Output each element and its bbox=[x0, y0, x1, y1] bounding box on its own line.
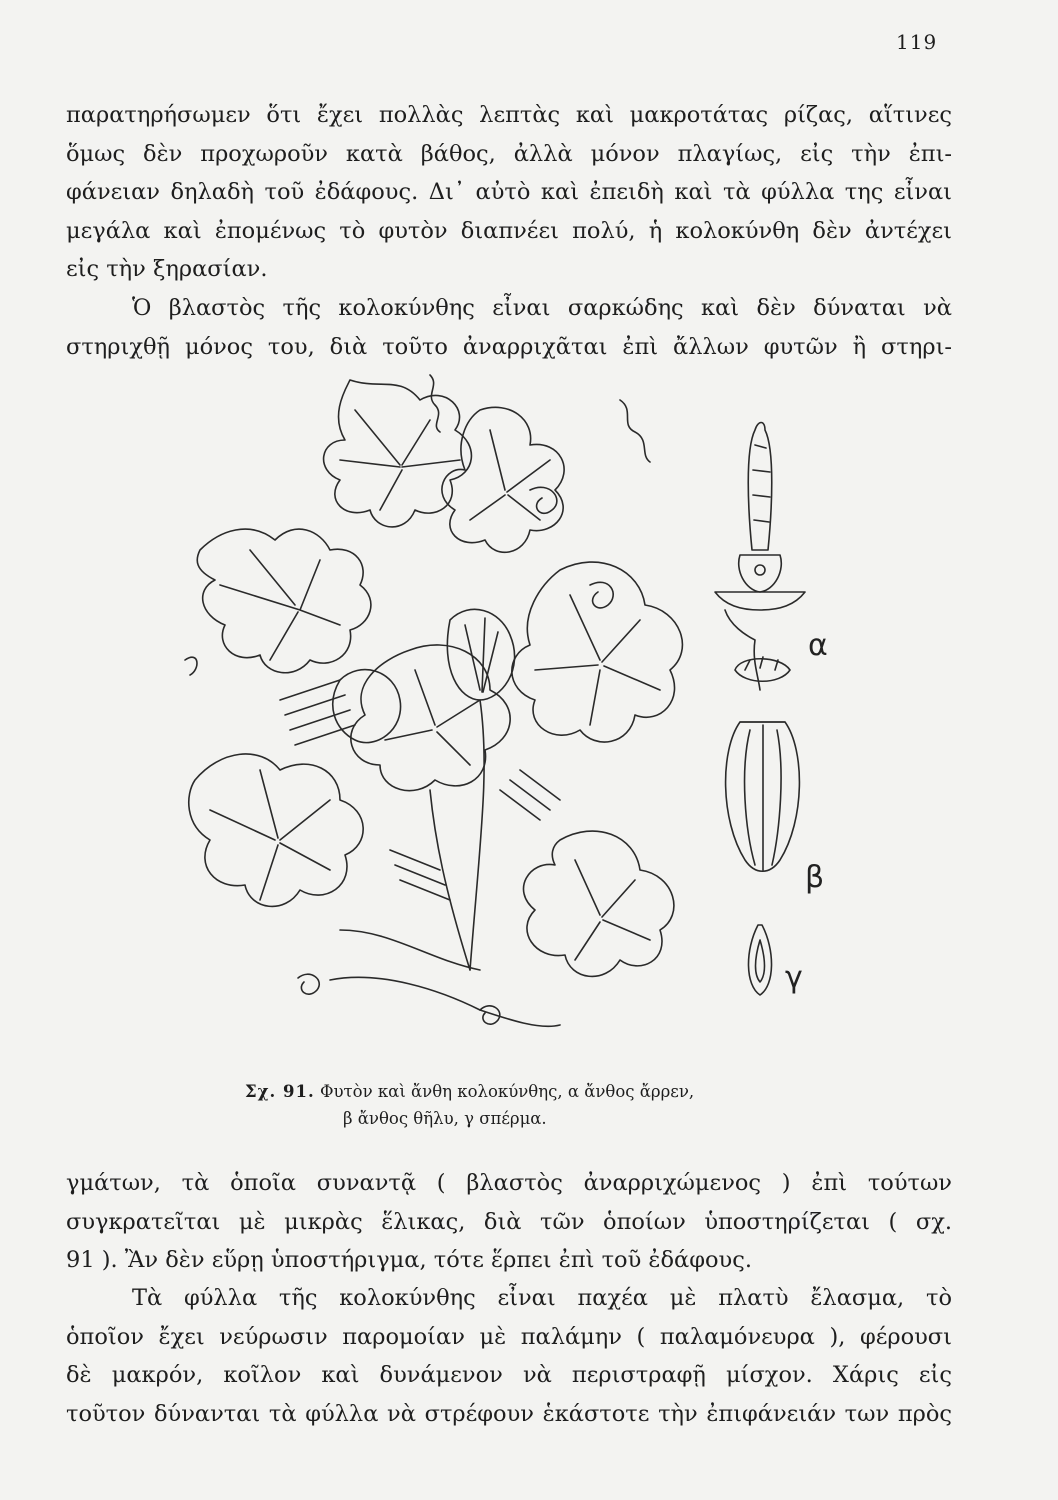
text-line: συγκρατεῖται μὲ μικρὰς ἕλικας, διὰ τῶν ὁποίων ὑποστηρίζεται ( σχ. bbox=[66, 1208, 952, 1235]
pumpkin-plant-illustration bbox=[180, 370, 980, 1070]
text-line: εἰς τὴν ξηρασίαν. bbox=[66, 256, 268, 282]
paragraph-stem bbox=[66, 289, 952, 366]
figure-caption bbox=[245, 1078, 845, 1132]
paragraph-support bbox=[66, 1164, 952, 1280]
text-line: δὲ μακρόν, κοῖλον καὶ δυνάμενον νὰ περιστραφῇ μίσχον. Χάρις εἰς bbox=[66, 1362, 952, 1388]
text-line: Τὰ φύλλα τῆς κολοκύνθης εἶναι παχέα μὲ πλατὺ ἔλασμα, τὸ bbox=[132, 1285, 952, 1311]
figure-pumpkin-plant bbox=[180, 370, 980, 1070]
text-line: φάνειαν δηλαδὴ τοῦ ἐδάφους. Δι᾽ αὐτὸ καὶ ἐπειδὴ καὶ τὰ φύλλα της εἶναι bbox=[66, 179, 952, 205]
paragraph-roots bbox=[66, 96, 952, 289]
text-line: τοῦτον δύνανται τὰ φύλλα νὰ στρέφουν ἑκάστοτε τὴν ἐπιφάνειάν των πρὸς bbox=[66, 1400, 952, 1427]
caption-line-1: Φυτὸν καὶ ἄνθη κολοκύνθης, α ἄνθος ἄρρεν, bbox=[319, 1082, 695, 1101]
label-beta: β bbox=[805, 860, 825, 895]
caption-number: Σχ. 91. bbox=[245, 1082, 315, 1101]
text-line: ὅμως δὲν προχωροῦν κατὰ βάθος, ἀλλὰ μόνον πλαγίως, εἰς τὴν ἐπι- bbox=[66, 140, 952, 167]
text-line: στηριχθῇ μόνος του, διὰ τοῦτο ἀναρριχᾶται ἐπὶ ἄλλων φυτῶν ἢ στηρι- bbox=[66, 333, 952, 360]
page-number: 119 bbox=[896, 30, 938, 54]
text-line: παρατηρήσωμεν ὅτι ἔχει πολλὰς λεπτὰς καὶ μακροτάτας ρίζας, αἵτινες bbox=[66, 102, 952, 128]
text-line: Ὁ βλαστὸς τῆς κολοκύνθης εἶναι σαρκώδης καὶ δὲν δύναται νὰ bbox=[132, 295, 952, 321]
text-line: μεγάλα καὶ ἐπομένως τὸ φυτὸν διαπνέει πολύ, ἡ κολοκύνθη δὲν ἀντέχει bbox=[66, 217, 952, 244]
text-line: γμάτων, τὰ ὁποῖα συναντᾷ ( βλαστὸς ἀναρριχώμενος ) ἐπὶ τούτων bbox=[66, 1170, 952, 1196]
label-alpha: α bbox=[808, 628, 828, 663]
text-line: ὁποῖον ἔχει νεύρωσιν παρομοίαν μὲ παλάμην ( παλαμόνευρα ), φέρουσι bbox=[66, 1323, 952, 1350]
paragraph-leaves bbox=[66, 1279, 952, 1433]
label-gamma: γ bbox=[785, 960, 803, 995]
caption-line-2: β ἄνθος θῆλυ, γ σπέρμα. bbox=[343, 1109, 547, 1128]
text-line: 91 ). Ἂν δὲν εὕρῃ ὑποστήριγμα, τότε ἕρπει ἐπὶ τοῦ ἐδάφους. bbox=[66, 1247, 752, 1273]
